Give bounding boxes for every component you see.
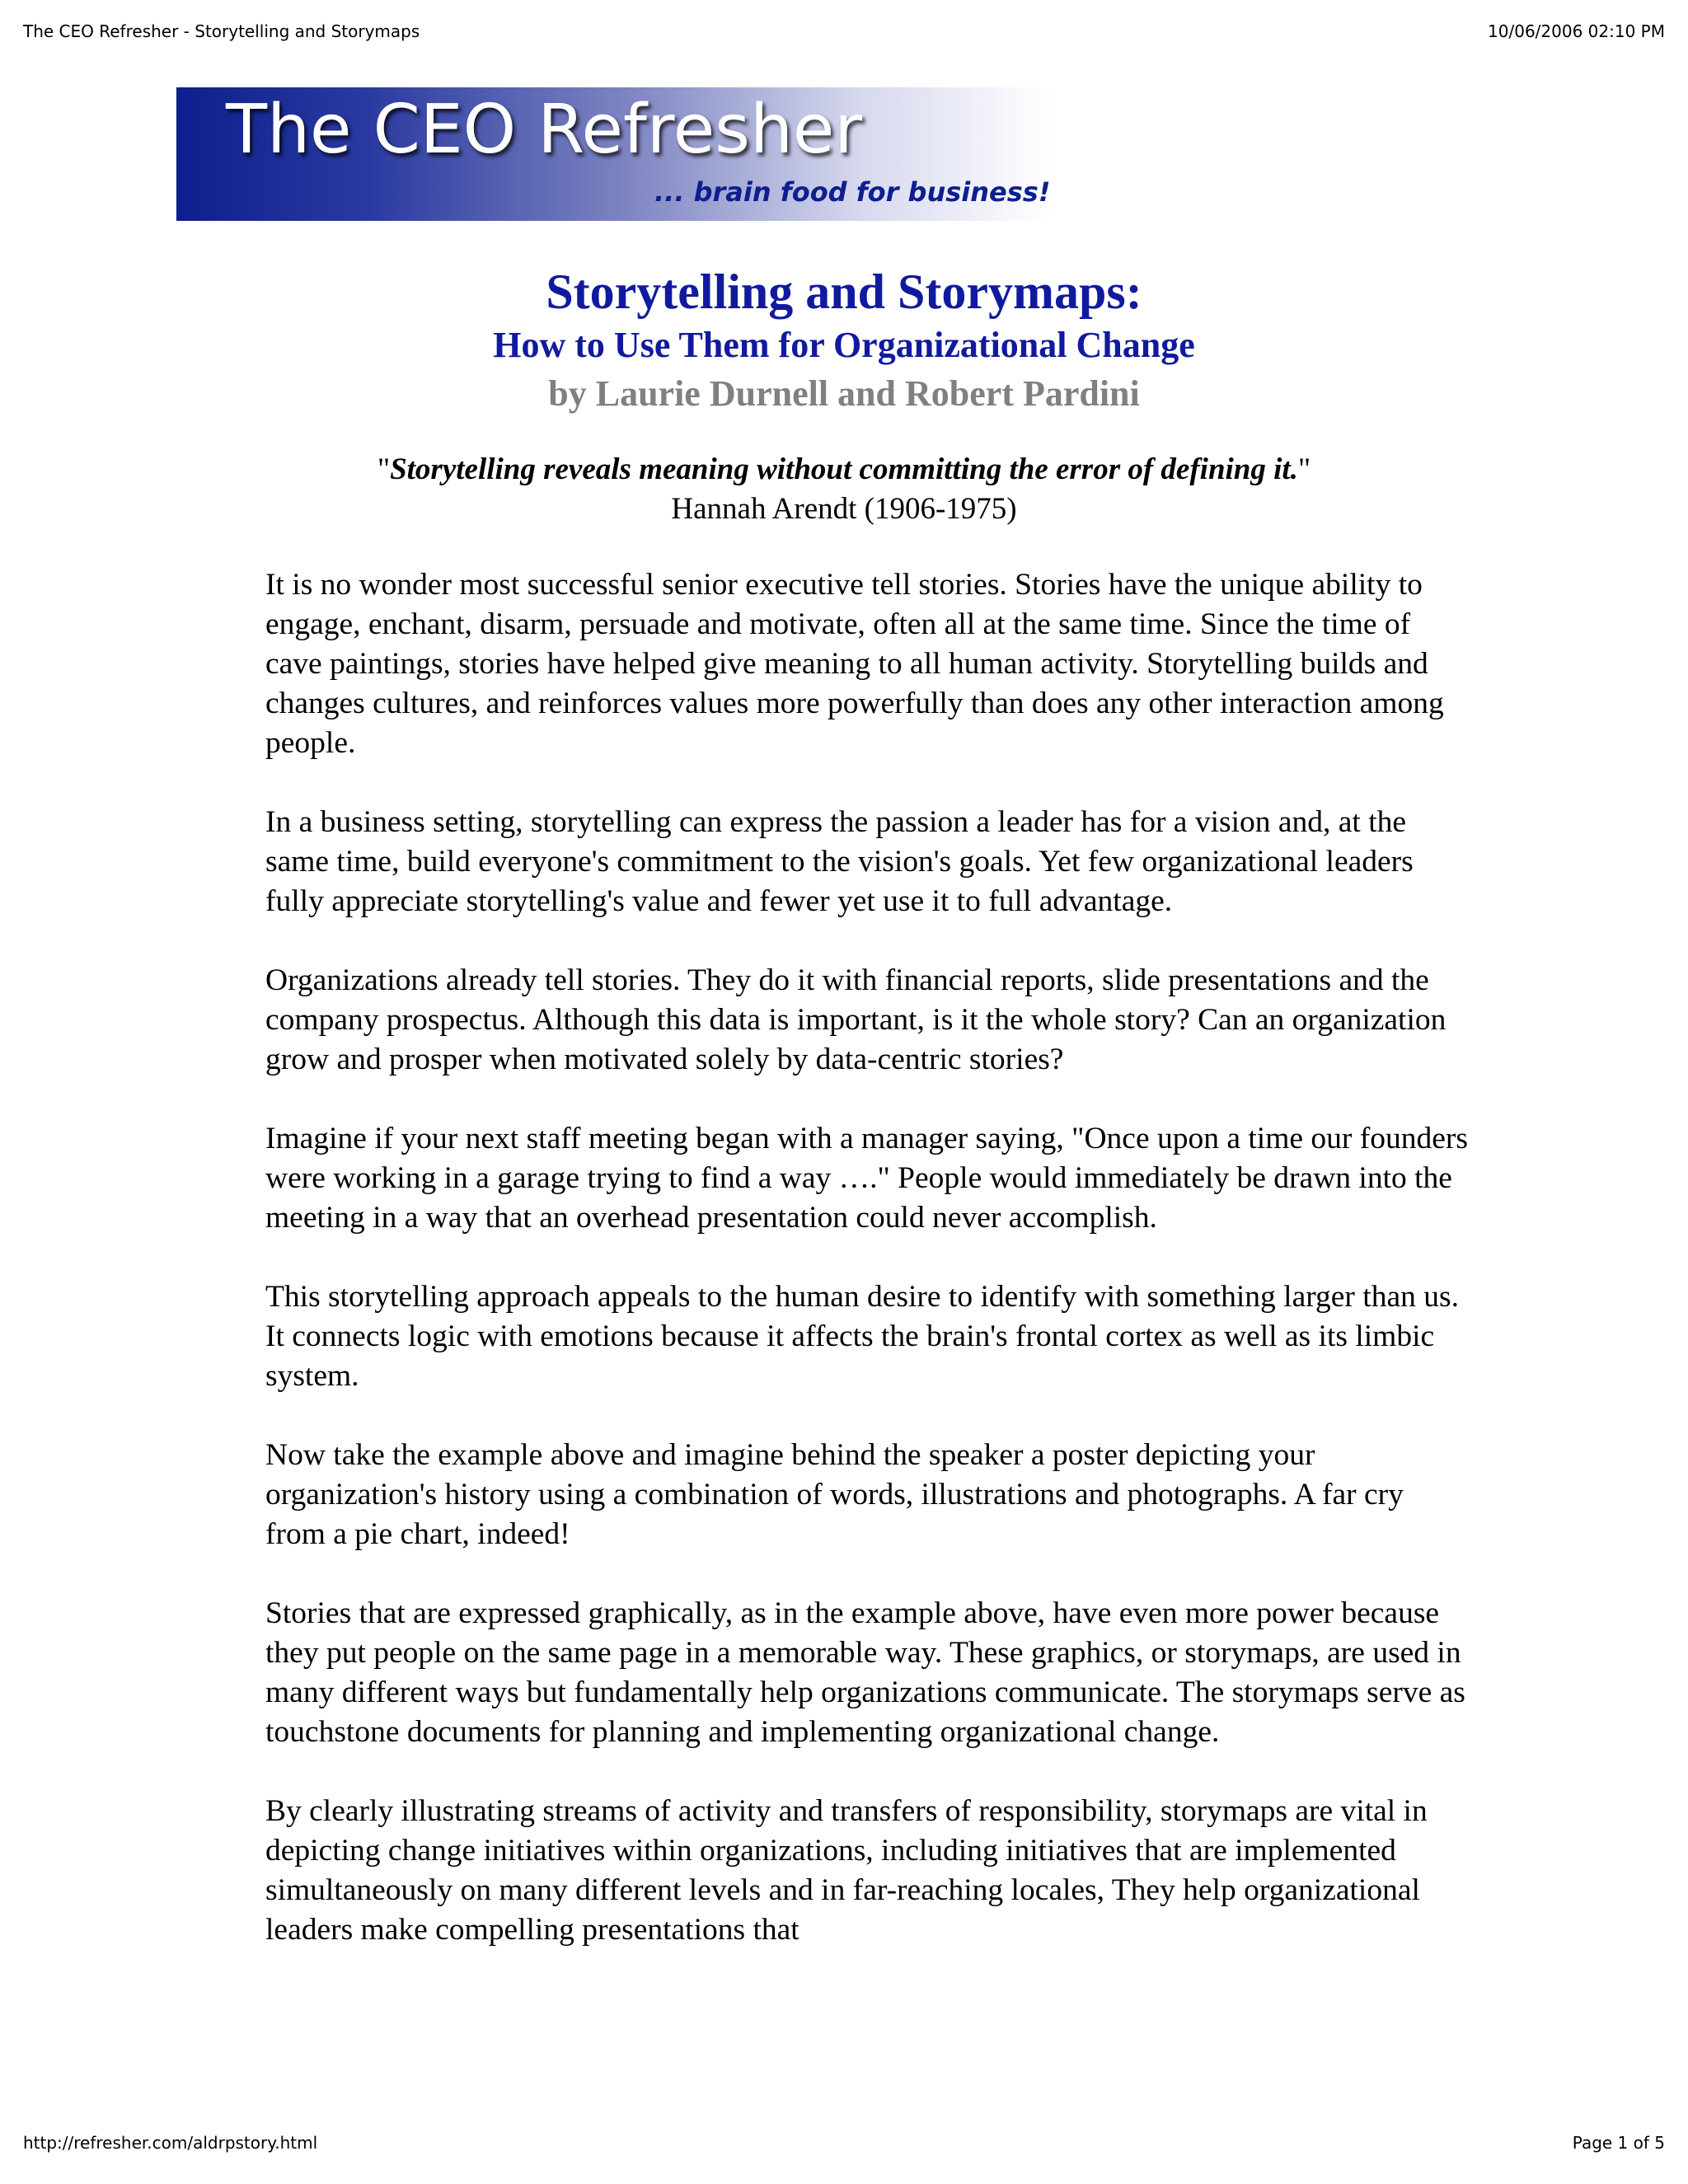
banner-title: The CEO Refresher: [226, 91, 863, 169]
paragraph: It is no wonder most successful senior executive tell stories. Stories have the unique ability to engage, enchant, disarm, persuade and motivate, often all at the same time. Since the time of cave paintings, stories have helped give meaning to all human activity. Storytelling builds and changes cultures, and reinforces values more powerfully than does any other interaction among people.: [265, 568, 1444, 760]
paragraph: Stories that are expressed graphically, as in the example above, have even more power because they put people on the same page in a memorable way. These graphics, or storymaps, are used in many different ways but fundamentally help organizations communicate. The storymaps serve as touchstone documents for planning and implementing organizational change.: [265, 1596, 1465, 1749]
paragraph: Organizations already tell stories. They do it with financial reports, slide presentations and the company prospectus. Although this data is important, is it the whole story? Can an organization grow and prosper when motivated solely by data-centric stories?: [265, 963, 1447, 1076]
quote-close-mark: ": [1297, 452, 1311, 486]
site-banner-logo[interactable]: [176, 87, 1052, 221]
epigraph: [0, 450, 1688, 529]
paragraph: By clearly illustrating streams of activity and transfers of responsibility, storymaps are vital in depicting change initiatives within organizations, including initiatives that are implemented simultaneously on many different levels and in far-reaching locales, They help organizational leaders make compelling presentations that: [265, 1794, 1428, 1947]
article-title: Storytelling and Storymaps:: [546, 265, 1142, 319]
print-footer: [23, 2133, 1665, 2153]
article-subtitle: How to Use Them for Organizational Change: [493, 325, 1195, 365]
epigraph-quote: [0, 450, 1688, 490]
print-header-datetime: 10/06/2006 02:10 PM: [1488, 21, 1665, 41]
print-footer-url: http://refresher.com/aldrpstory.html: [23, 2133, 318, 2153]
paragraph: Now take the example above and imagine behind the speaker a poster depicting your organization's history using a combination of words, illustrations and photographs. A far cry from a pie chart, indeed!: [265, 1438, 1404, 1551]
article-heading: [0, 262, 1688, 419]
paragraph: Imagine if your next staff meeting began with a manager saying, "Once upon a time our founders were working in a garage trying to find a way …." People would immediately be drawn into the meeting in a way that an overhead presentation could never accomplish.: [265, 1122, 1468, 1235]
article-body: [265, 565, 1469, 1950]
paragraph: In a business setting, storytelling can express the passion a leader has for a vision and, at the same time, build everyone's commitment to the vision's goals. Yet few organizational leaders fully appreciate storytelling's value and fewer yet use it to full advantage.: [265, 805, 1414, 918]
quote-open-mark: ": [377, 452, 391, 486]
print-header-title: The CEO Refresher - Storytelling and Storymaps: [23, 21, 420, 41]
print-header: [23, 21, 1665, 41]
print-footer-page: Page 1 of 5: [1572, 2133, 1665, 2153]
quote-attribution: Hannah Arendt (1906-1975): [671, 492, 1017, 526]
quote-text: Storytelling reveals meaning without committing the error of defining it.: [390, 452, 1298, 486]
article-byline: by Laurie Durnell and Robert Pardini: [548, 373, 1140, 414]
banner-tagline: ... brain food for business!: [654, 176, 1051, 208]
paragraph: This storytelling approach appeals to the human desire to identify with something larger than us. It connects logic with emotions because it affects the brain's frontal cortex as well as its limbic system.: [265, 1280, 1459, 1393]
